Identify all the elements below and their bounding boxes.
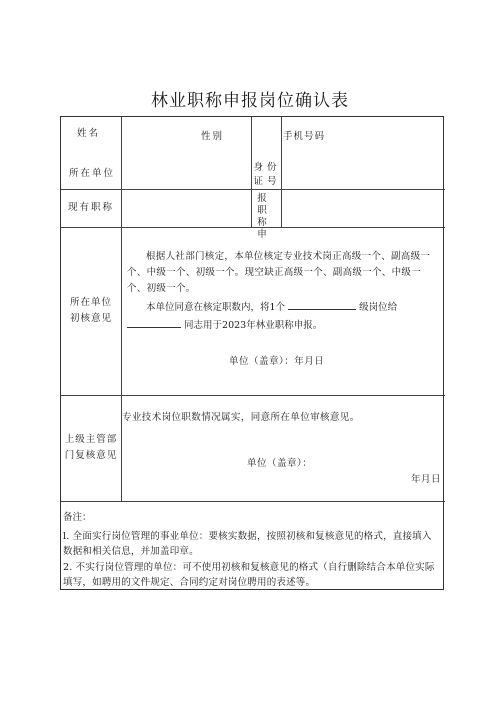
row-divider bbox=[61, 395, 445, 396]
current-title-label: 现有职称 bbox=[68, 202, 115, 213]
unit-label: 所在单位 bbox=[69, 168, 116, 179]
row-divider bbox=[61, 501, 445, 502]
form-title: 林业职称申报岗位确认表 bbox=[151, 91, 349, 111]
initial-review-paragraph: 根据人社部门核定，本单位核定专业技术岗正高级一个、副高级一个、中级一个、初级一个。现空缺正高级一个、副高级一个、中级一个、初级一个。 bbox=[127, 251, 431, 294]
row-divider bbox=[61, 189, 445, 190]
superior-review-date: 年月日 bbox=[411, 474, 442, 485]
row-divider bbox=[61, 227, 445, 228]
col-divider bbox=[121, 117, 122, 501]
name-label: 姓名 bbox=[77, 128, 101, 139]
superior-review-label: 上级主管部门复核意见 bbox=[64, 434, 118, 461]
phone-label: 手机号码 bbox=[283, 131, 326, 142]
confirmation-form-table bbox=[60, 116, 444, 590]
notes-heading: 备注： bbox=[63, 512, 92, 523]
notes-item-1: l. 全面实行岗位管理的事业单位：要核实数据，按照初核和复核意见的格式，直接填入数据和相关信息，并加盖印章。 bbox=[63, 531, 432, 557]
initial-review-agreement-line2 bbox=[127, 317, 322, 334]
grade-blank[interactable] bbox=[288, 299, 356, 310]
name-blank[interactable] bbox=[127, 317, 181, 328]
gender-label: 性别 bbox=[201, 131, 225, 142]
superior-review-text: 专业技术岗位职数情况属实，同意所在单位审核意见。 bbox=[122, 412, 360, 423]
initial-review-label: 所在单位初核意见 bbox=[69, 297, 112, 324]
notes-item-2: 2. 不实行岗位管理的单位：可不使用初核和复核意见的格式（自行删除结合本单位实际填写，如聘用的文件规定、合同约定对岗位聘用的表述等。 bbox=[63, 562, 435, 588]
apply-title-label: 报职称申 bbox=[257, 193, 267, 240]
initial-review-agreement bbox=[127, 299, 439, 316]
id-number-label: 身份证号 bbox=[253, 162, 281, 187]
superior-review-seal: 单位（盖章）： bbox=[247, 458, 313, 469]
agreement-text-b: 级岗位给 bbox=[359, 302, 398, 313]
agreement-text-a: 本单位同意在核定职数内，将1个 bbox=[146, 302, 286, 313]
agreement-text-c: 同志用于2023年林业职称申报。 bbox=[184, 320, 323, 331]
initial-review-seal-date: 单位（盖章）：年月日 bbox=[229, 356, 325, 367]
